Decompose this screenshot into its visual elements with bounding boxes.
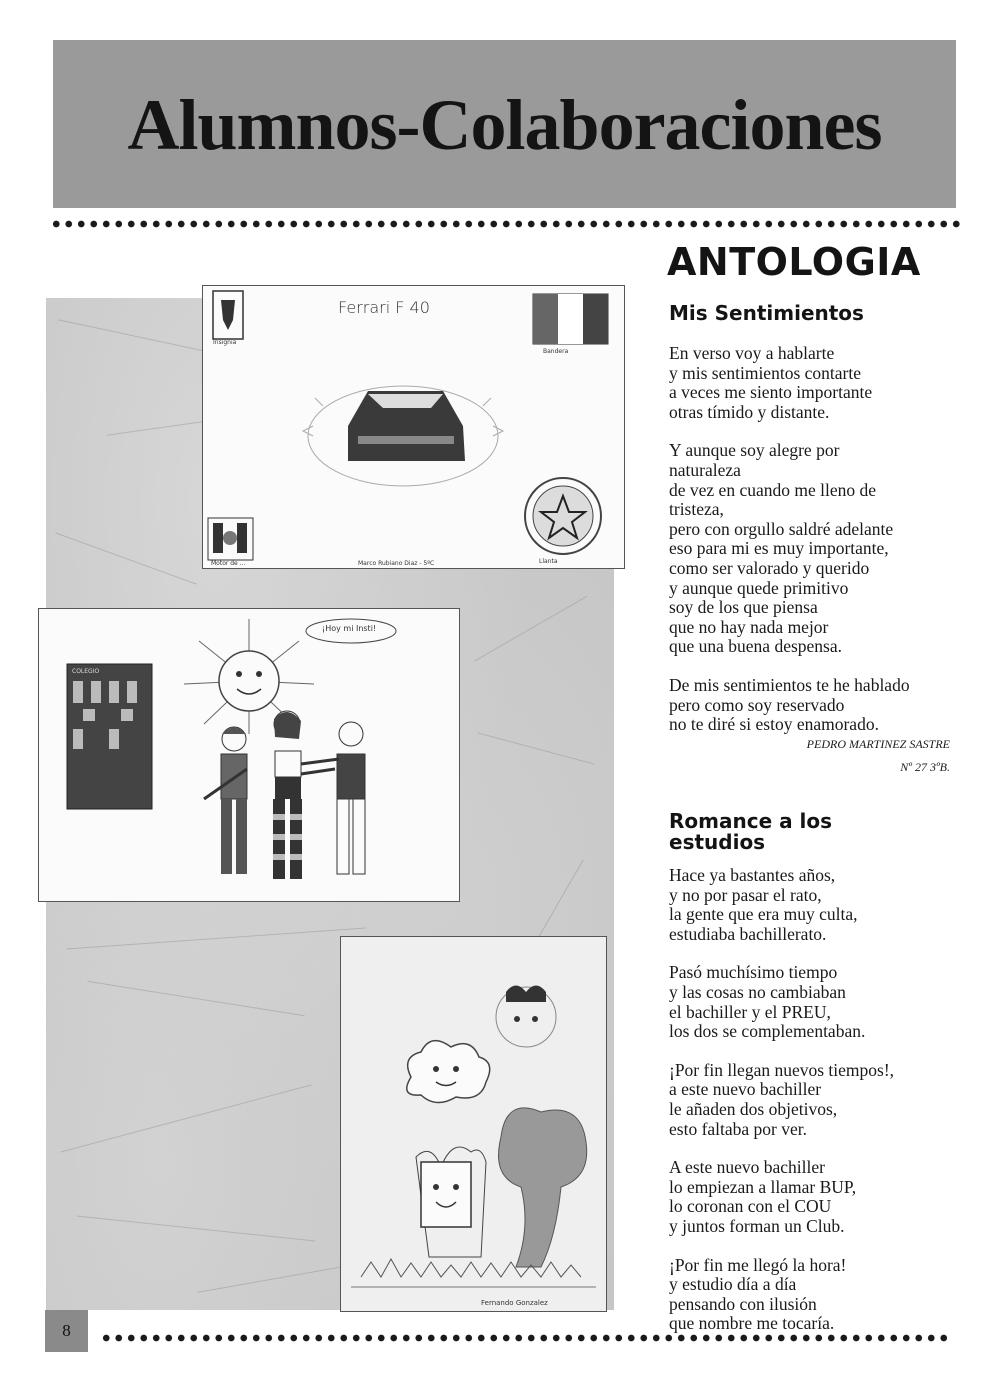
poem-mis-sentimientos xyxy=(669,344,969,754)
poem-author: PEDRO MARTINEZ SASTRE xyxy=(806,737,950,751)
poem-line: ¡Por fin me llegó la hora! xyxy=(669,1254,847,1275)
page-header-title: Alumnos-Colaboraciones xyxy=(127,85,882,165)
poem-stanza xyxy=(669,676,969,735)
poem-line: a veces me siento importante xyxy=(669,382,873,403)
poem-line: A este nuevo bachiller xyxy=(669,1157,825,1178)
poem-line: y juntos forman un Club. xyxy=(669,1215,845,1236)
poem-title-mis-sentimientos: Mis Sentimientos xyxy=(669,301,864,325)
poem-stanza xyxy=(669,866,969,944)
poem-line: y no por pasar el rato, xyxy=(669,884,822,905)
drawing-students xyxy=(38,608,460,902)
poem-line: de vez en cuando me lleno de xyxy=(669,479,876,500)
poem-line: como ser valorado y querido xyxy=(669,557,870,578)
poem-line: los dos se complementaban. xyxy=(669,1021,866,1042)
dotted-divider-top xyxy=(50,220,960,228)
page-number: 8 xyxy=(45,1310,88,1352)
poem-line: a este nuevo bachiller xyxy=(669,1079,822,1100)
poem-line: que nombre me tocaría. xyxy=(669,1313,835,1334)
drawing-label-flag: Bandera xyxy=(543,348,569,355)
poem-line: lo coronan con el COU xyxy=(669,1196,832,1217)
poem-line: De mis sentimientos te he hablado xyxy=(669,674,910,695)
poem-line: pero con orgullo saldré adelante xyxy=(669,518,894,539)
poem-line: pensando con ilusión xyxy=(669,1293,817,1314)
poem-line: y mis sentimientos contarte xyxy=(669,362,861,383)
poem-stanza xyxy=(669,1158,969,1236)
poem-line: eso para mi es muy importante, xyxy=(669,538,889,559)
poem-line: ¡Por fin llegan nuevos tiempos!, xyxy=(669,1059,895,1080)
poem-line: estudiaba bachillerato. xyxy=(669,923,827,944)
poem-stanza xyxy=(669,1256,969,1334)
poem-line: le añaden dos objetivos, xyxy=(669,1098,838,1119)
drawing-ferrari xyxy=(202,285,625,569)
poem-line: y estudio día a día xyxy=(669,1274,797,1295)
poem-romance-a-los-estudios xyxy=(669,866,969,1353)
poem-line: soy de los que piensa xyxy=(669,597,818,618)
poem-line: otras tímido y distante. xyxy=(669,401,830,422)
poem-line: tristeza, xyxy=(669,499,724,520)
author-class-info: Nº 27 3ºB. xyxy=(900,760,950,774)
poem-line: En verso voy a hablarte xyxy=(669,343,835,363)
poem-stanza xyxy=(669,1061,969,1139)
poem-title-line: estudios xyxy=(669,830,766,854)
poem-line: el bachiller y el PREU, xyxy=(669,1001,831,1022)
poem-line: Y aunque soy alegre por xyxy=(669,440,840,461)
poem-title-line: Romance a los xyxy=(669,809,833,833)
poem-line: la gente que era muy culta, xyxy=(669,904,858,925)
poem-line: lo empiezan a llamar BUP, xyxy=(669,1176,857,1197)
dotted-divider-bottom xyxy=(100,1334,950,1342)
drawing-signature: Fernando Gonzalez xyxy=(481,1299,548,1307)
drawing-label-wheel: Llanta xyxy=(539,558,558,565)
poem-line: no te diré si estoy enamorado. xyxy=(669,714,879,735)
poem-stanza xyxy=(669,344,969,422)
poem-line: Pasó muchísimo tiempo xyxy=(669,962,838,983)
poem-line: Hace ya bastantes años, xyxy=(669,865,836,885)
poem-line: pero como soy reservado xyxy=(669,694,845,715)
poem-line: naturaleza xyxy=(669,459,741,480)
drawing-cloud-tree xyxy=(340,936,607,1312)
drawing-label-author: Marco Rubiano Diaz - 5ºC xyxy=(358,560,435,567)
speech-bubble-text: ¡Hoy mi Insti! xyxy=(322,624,377,633)
poem-title-romance xyxy=(669,811,929,853)
poem-line: que una buena despensa. xyxy=(669,636,842,657)
building-label: COLEGIO xyxy=(72,668,100,675)
drawing-title: Ferrari F 40 xyxy=(338,298,430,317)
poem-line: y las cosas no cambiaban xyxy=(669,981,846,1002)
header-band xyxy=(53,40,956,208)
poem-stanza xyxy=(669,963,969,1041)
poem-stanza xyxy=(669,441,969,657)
poem-line: que no hay nada mejor xyxy=(669,616,829,637)
drawing-label-logo: Insignia xyxy=(213,339,237,346)
section-title: ANTOLOGIA xyxy=(667,240,921,284)
poem-line: y aunque quede primitivo xyxy=(669,577,849,598)
drawing-label-engine: Motor de ... xyxy=(211,560,246,567)
poem-line: esto faltaba por ver. xyxy=(669,1118,808,1139)
